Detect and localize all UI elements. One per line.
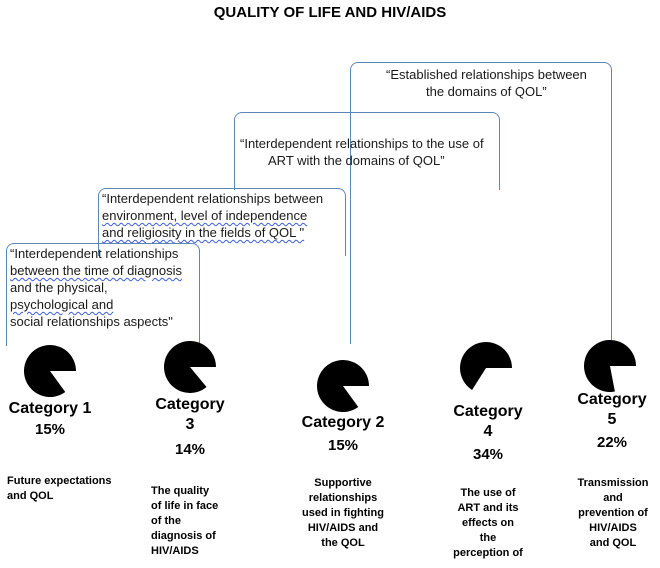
relationship-established: “Established relationships between the domains of QOL”	[386, 67, 587, 99]
relationship-environment: “Interdependent relationships between environment, level of independence and religiosity in the fields of QOL "	[102, 191, 324, 240]
category-1-description: Future expectations and QOL	[7, 475, 112, 502]
relationship-diagnosis: “Interdependent relationships between the time of diagnosis and the physical, psychological and social relationships aspects"	[10, 246, 182, 329]
category-1-percent: 15%	[34, 421, 66, 438]
pie-category-3	[160, 337, 220, 397]
pie-filled-slice	[24, 345, 76, 397]
category-4-percent: 34%	[472, 446, 504, 463]
category-4-name: Category 4	[453, 403, 523, 440]
category-1-name: Category 1	[8, 400, 92, 417]
pie-category-1	[20, 341, 80, 401]
pie-category-4	[456, 338, 516, 398]
category-2-name: Category 2	[301, 414, 385, 431]
pie-filled-slice	[317, 360, 369, 412]
category-5-percent: 22%	[596, 434, 628, 451]
category-3-description: The quality of life in face of the diagnosis of HIV/AIDS	[151, 485, 219, 557]
category-4-description: The use of ART and its effects on the perception of	[453, 487, 523, 559]
category-5-description: Transmission and prevention of HIV/AIDS and QOL	[577, 477, 649, 549]
pie-category-2	[313, 356, 373, 416]
category-2-description: Supportive relationships used in fighting HIV/AIDS and the QOL	[302, 477, 384, 549]
category-3-percent: 14%	[174, 441, 206, 458]
pie-filled-slice	[164, 341, 216, 393]
pie-category-5	[580, 336, 640, 396]
category-5-name: Category 5	[577, 391, 647, 428]
bracket-established	[350, 62, 612, 344]
diagram-title: QUALITY OF LIFE AND HIV/AIDS	[213, 4, 447, 21]
relationship-art: “Interdependent relationships to the use of ART with the domains of QOL”	[240, 136, 484, 168]
category-3-name: Category 3	[155, 396, 225, 433]
pie-filled-slice	[584, 340, 636, 392]
category-2-percent: 15%	[327, 437, 359, 454]
pie-filled-slice	[460, 342, 512, 390]
